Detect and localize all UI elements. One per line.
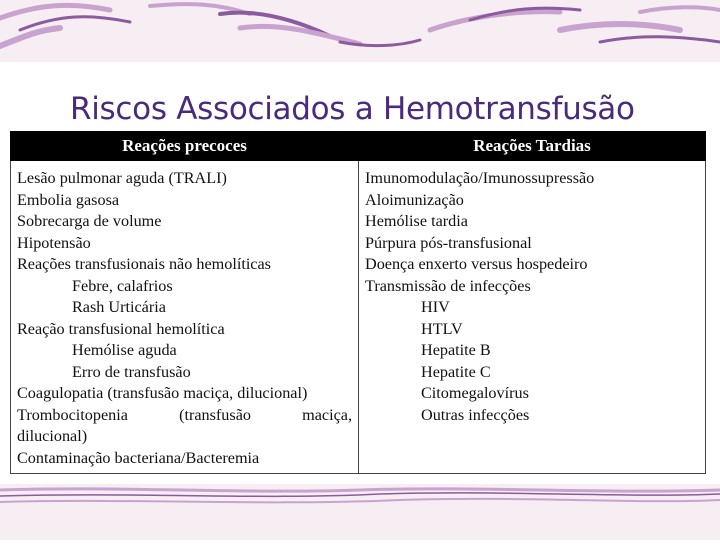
early-reaction-item: Sobrecarga de volume <box>17 212 162 230</box>
late-reaction-subitem: HIV <box>421 298 450 316</box>
risks-table-container <box>10 131 706 470</box>
late-reaction-item: Transmissão de infecções <box>365 276 531 295</box>
justified-word: maciça, <box>302 405 352 424</box>
header-late-reactions: Reações Tardias <box>359 132 706 161</box>
early-reaction-item: Coagulopatia (transfusão maciça, dilucional) <box>17 384 308 402</box>
early-reactions-cell <box>11 161 359 474</box>
late-reaction-subitem: Outras infecções <box>421 405 530 424</box>
justified-word: Trombocitopenia <box>17 405 128 424</box>
decorative-top-banner <box>0 0 720 62</box>
early-reaction-item: Hipotensão <box>17 233 91 252</box>
late-reaction-subitem: HTLV <box>421 319 463 338</box>
table-row <box>11 161 706 474</box>
early-reaction-item: Contaminação bacteriana/Bacteremia <box>17 448 260 467</box>
early-reaction-item-justified <box>17 405 352 427</box>
late-reaction-item: Doença enxerto versus hospedeiro <box>365 255 588 273</box>
early-reaction-item: Reações transfusionais não hemolíticas <box>17 255 271 273</box>
early-reaction-item: Reação transfusional hemolítica <box>17 319 225 338</box>
late-reaction-subitem: Citomegalovírus <box>421 384 529 402</box>
late-reaction-subitem: Hepatite C <box>421 362 491 381</box>
early-reaction-subitem: Erro de transfusão <box>72 362 191 381</box>
justified-word: (transfusão <box>179 405 251 424</box>
early-reaction-item-continuation: dilucional) <box>17 427 88 445</box>
late-reaction-subitem: Hepatite B <box>421 341 491 359</box>
early-reaction-item: Lesão pulmonar aguda (TRALI) <box>17 169 227 187</box>
swoosh-top-decoration <box>0 0 720 62</box>
decorative-bottom-band <box>0 484 720 540</box>
early-reaction-item: Embolia gasosa <box>17 190 120 209</box>
page-title: Riscos Associados a Hemotransfusão <box>70 90 635 127</box>
late-reaction-item: Púrpura pós-transfusional <box>365 233 532 252</box>
early-reaction-subitem: Hemólise aguda <box>72 341 177 359</box>
table-header-row <box>11 132 706 161</box>
late-reaction-item: Aloimunização <box>365 190 464 209</box>
early-reaction-subitem: Rash Urticária <box>72 298 166 316</box>
late-reaction-item: Imunomodulação/Imunossupressão <box>365 169 595 187</box>
late-reactions-cell <box>359 161 706 474</box>
late-reaction-item: Hemólise tardia <box>365 212 468 230</box>
swoosh-bottom-decoration <box>0 484 720 540</box>
risks-table <box>10 131 706 474</box>
header-early-reactions: Reações precoces <box>11 132 359 161</box>
early-reaction-subitem: Febre, calafrios <box>72 276 173 295</box>
